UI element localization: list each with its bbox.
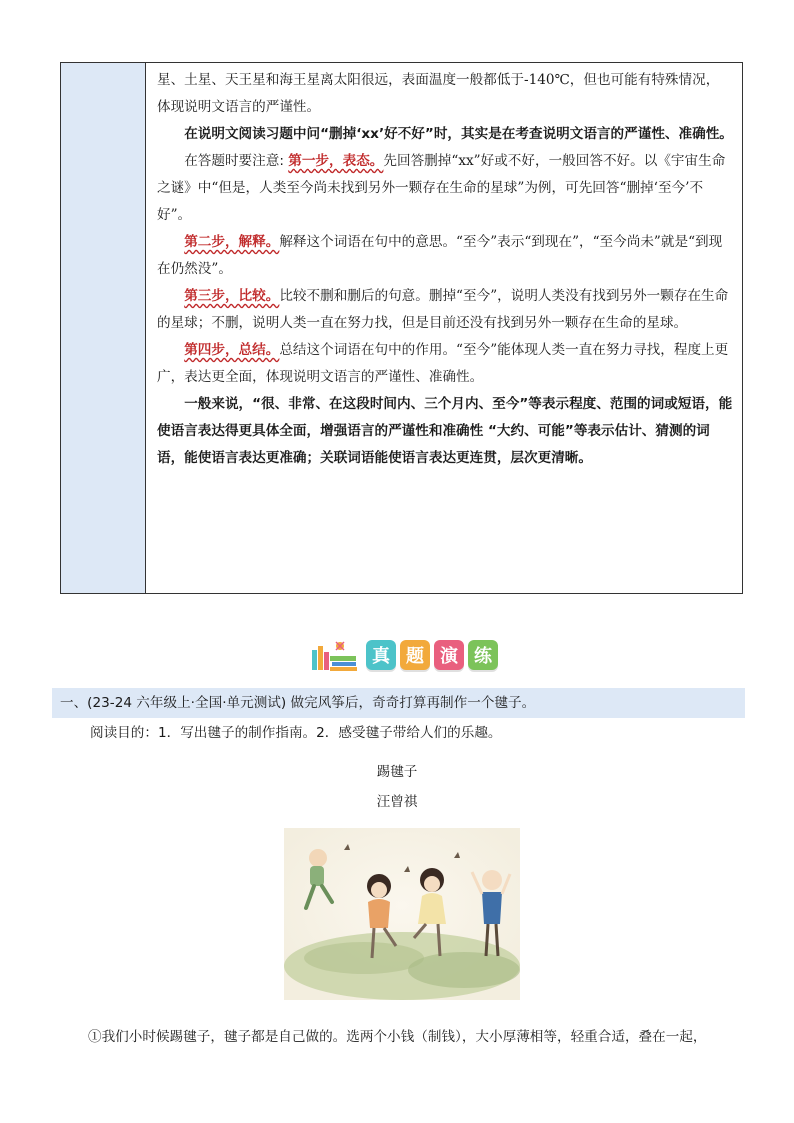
practice-banner <box>310 636 500 676</box>
question-header: 一、(23-24 六年级上·全国·单元测试) 做完风筝后，奇奇打算再制作一个毽子。 <box>52 688 745 718</box>
reading-goal: 阅读目的：1．写出毽子的制作指南。2．感受毽子带给人们的乐趣。 <box>90 725 502 741</box>
table-line-2: 体现说明文语言的严谨性。 <box>157 99 321 115</box>
article-paragraph-1: ①我们小时候踢毽子，毽子都是自己做的。选两个小钱（制钱），大小厚薄相等，轻重合适，叠在一起， <box>88 1029 707 1045</box>
table-paragraph-3 <box>157 148 734 229</box>
step-3-label: 第三步，比较。 <box>184 288 280 304</box>
table-paragraph-2: 在说明文阅读习题中问“删掉‘xx’好不好”时，其实是在考查说明文语言的严谨性、准确性。 <box>184 126 733 142</box>
answer-intro: 在答题时要注意: <box>184 153 289 169</box>
banner-title <box>366 640 498 670</box>
banner-char-2: 题 <box>400 640 430 670</box>
banner-char-1: 真 <box>366 640 396 670</box>
books-icon <box>310 638 362 674</box>
banner-char-4: 练 <box>468 640 498 670</box>
children-kicking-shuttlecock-illustration <box>284 828 520 1000</box>
table-paragraph-4 <box>157 229 734 283</box>
table-paragraph-6 <box>157 337 734 391</box>
step-2-text: 解释这个词语在句中的意思。“至今”表示“到现在”，“至今尚未”就是“到现在仍然没”。 <box>157 234 723 277</box>
step-2-label: 第二步，解释。 <box>184 234 280 250</box>
table-content <box>157 67 734 472</box>
table-line-1: 星、土星、天王星和海王星离太阳很远，表面温度一般都低于-140℃，但也可能有特殊情况， <box>157 72 720 88</box>
table-paragraph-7: 一般来说，“很、非常、在这段时间内、三个月内、至今”等表示程度、范围的词或短语，能使语言表达得更具体全面，增强语言的严谨性和准确性 “大约、可能”等表示估计、猜测的词语，能使语言表达更准确；关联词语能使语言表达更连贯，层次更清晰。 <box>157 396 733 466</box>
step-4-text: 总结这个词语在句中的作用。“至今”能体现人类一直在努力寻找，程度上更广，表达更全面，体现说明文语言的严谨性、准确性。 <box>157 342 729 385</box>
method-table <box>60 62 743 594</box>
table-side-column <box>61 63 146 593</box>
step-1-text: 先回答删掉“xx”好或不好，一般回答不好。以《宇宙生命之谜》中“但是，人类至今尚未找到另外一颗存在生命的星球”为例，可先回答“删掉‘至今’不好”。 <box>157 153 726 223</box>
article-author: 汪曾祺 <box>376 794 418 810</box>
step-4-label: 第四步，总结。 <box>184 342 280 358</box>
article-title: 踢毽子 <box>376 764 418 780</box>
step-3-text: 比较不删和删后的句意。删掉“至今”，说明人类没有找到另外一颗存在生命的星球；不删，说明人类一直在努力找，但是目前还没有找到另外一颗存在生命的星球。 <box>157 288 729 331</box>
banner-char-3: 演 <box>434 640 464 670</box>
table-paragraph-5 <box>157 283 734 337</box>
step-1-label: 第一步，表态。 <box>288 153 384 169</box>
